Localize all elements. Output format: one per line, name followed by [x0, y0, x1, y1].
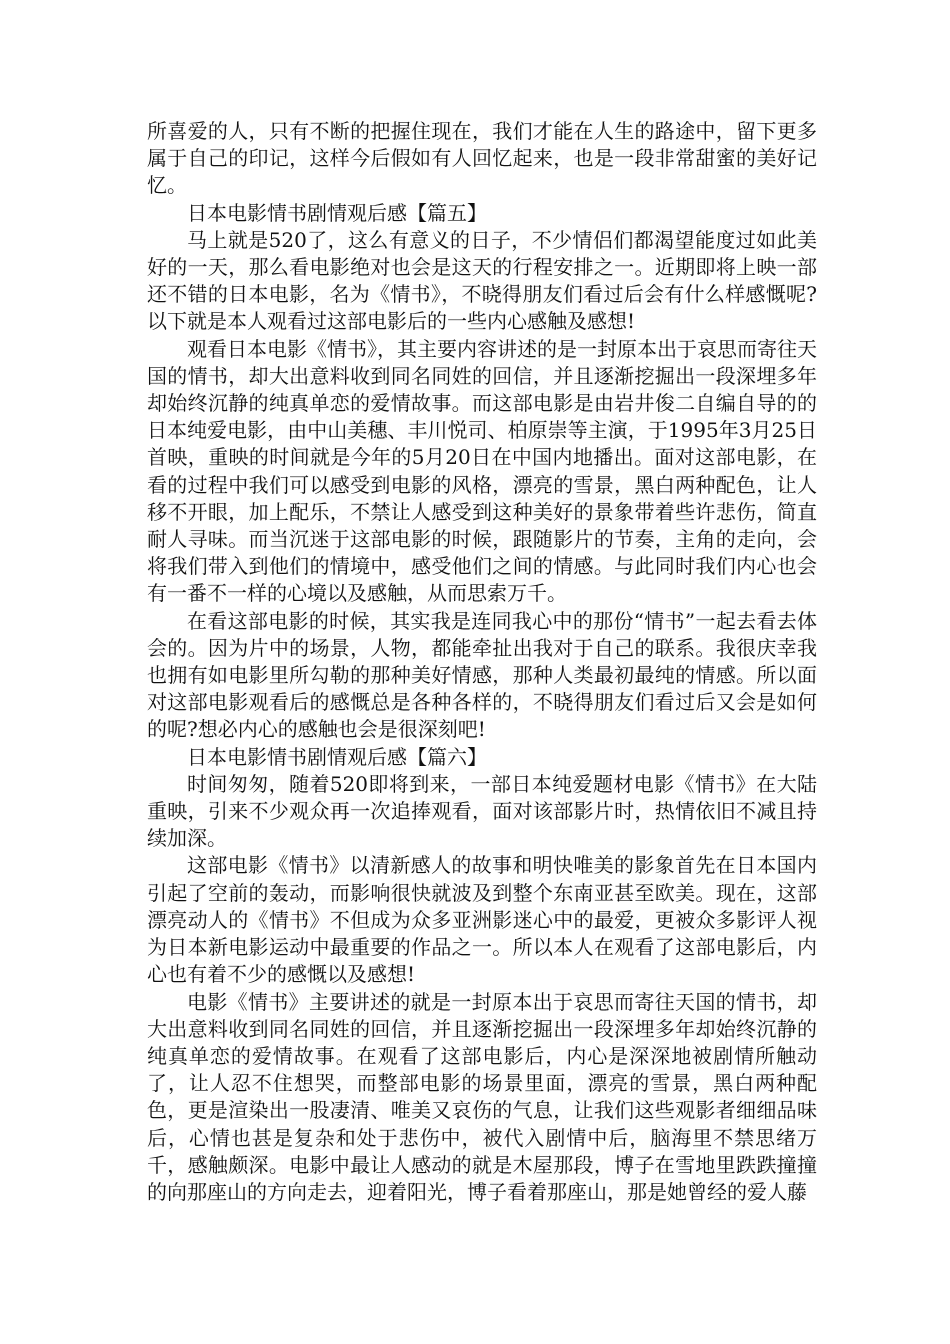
paragraph-part-five-1: 马上就是520了，这么有意义的日子，不少情侣们都渴望能度过如此美好的一天，那么看电影绝对也会是这天的行程安排之一。近期即将上映一部还不错的日本电影，名为《情书》，不晓得朋友们看过后会有什么样感慨呢?以下就是本人观看过这部电影后的一些内心感触及感想!	[147, 227, 817, 334]
paragraph-part-five-2: 观看日本电影《情书》，其主要内容讲述的是一封原本出于哀思而寄往天国的情书，却大出意料收到同名同姓的回信，并且逐渐挖掘出一段深埋多年却始终沉静的纯真单恋的爱情故事。而这部电影是由岩井俊二自编自导的的日本纯爱电影，由中山美穗、丰川悦司、柏原崇等主演，于1995年3月25日首映，重映的时间就是今年的5月20日在中国内地播出。面对这部电影，在看的过程中我们可以感受到电影的风格，漂亮的雪景，黑白两种配色，让人移不开眼，加上配乐，不禁让人感受到这种美好的景象带着些许悲伤，简直耐人寻味。而当沉迷于这部电影的时候，跟随影片的节奏，主角的走向，会将我们带入到他们的情境中，感受他们之间的情感。与此同时我们内心也会有一番不一样的心境以及感触，从而思索万千。	[147, 336, 817, 606]
paragraph-part-six-2: 这部电影《情书》以清新感人的故事和明快唯美的影象首先在日本国内引起了空前的轰动，而影响很快就波及到整个东南亚甚至欧美。现在，这部漂亮动人的《情书》不但成为众多亚洲影迷心中的最爱，更被众多影评人视为日本新电影运动中最重要的作品之一。所以本人在观看了这部电影后，内心也有着不少的感慨以及感想!	[147, 853, 817, 987]
paragraph-part-six-3: 电影《情书》主要讲述的就是一封原本出于哀思而寄往天国的情书，却大出意料收到同名同姓的回信，并且逐渐挖掘出一段深埋多年却始终沉静的纯真单恋的爱情故事。在观看了这部电影后，内心是深深地被剧情所触动了，让人忍不住想哭，而整部电影的场景里面，漂亮的雪景，黑白两种配色，更是渲染出一股凄清、唯美又哀伤的气息，让我们这些观影者细细品味后，心情也甚是复杂和处于悲伤中，被代入剧情中后，脑海里不禁思绪万千，感触颇深。电影中最让人感动的就是木屋那段，博子在雪地里跌跌撞撞的向那座山的方向走去，迎着阳光，博子看着那座山，那是她曾经的爱人藤	[147, 989, 817, 1204]
paragraph-part-five-3: 在看这部电影的时候，其实我是连同我心中的那份“情书”一起去看去体会的。因为片中的场景，人物，都能牵扯出我对于自己的联系。我很庆幸我也拥有如电影里所勾勒的那种美好情感，那种人类最初最纯的情感。所以面对这部电影观看后的感慨总是各种各样的，不晓得朋友们看过后又会是如何的呢?想必内心的感触也会是很深刻吧!	[147, 608, 817, 742]
section-heading-part-six: 日本电影情书剧情观后感【篇六】	[187, 744, 487, 769]
paragraph-part-six-1: 时间匆匆，随着520即将到来，一部日本纯爱题材电影《情书》在大陆重映，引来不少观众再一次追捧观看，面对该部影片时，热情依旧不减且持续加深。	[147, 771, 817, 851]
document-body	[147, 118, 817, 1206]
paragraph-intro-continuation: 所喜爱的人，只有不断的把握住现在，我们才能在人生的路途中，留下更多属于自己的印记，这样今后假如有人回忆起来，也是一段非常甜蜜的美好记忆。	[147, 119, 817, 198]
section-heading-part-five: 日本电影情书剧情观后感【篇五】	[187, 200, 487, 225]
